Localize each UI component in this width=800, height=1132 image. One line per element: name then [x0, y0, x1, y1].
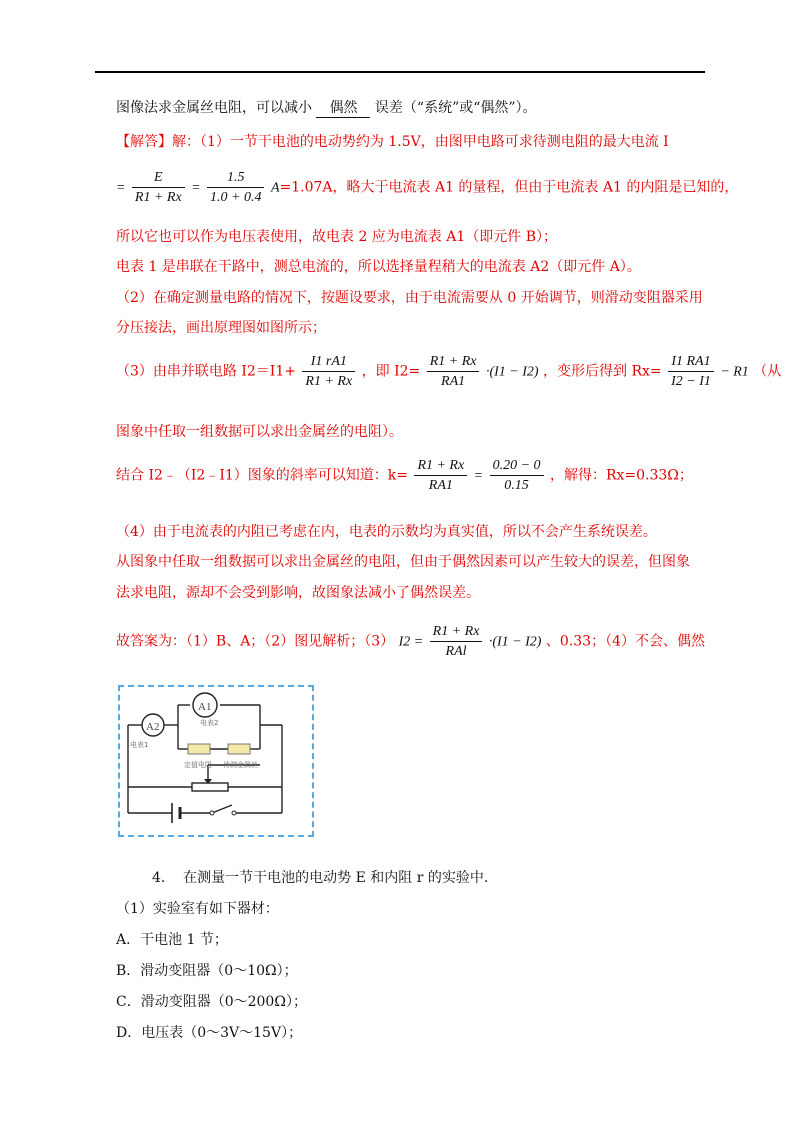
- text: （3）由串并联电路 I2＝I1+: [116, 363, 296, 380]
- fraction: [302, 352, 355, 391]
- answer-line-method: [116, 97, 537, 118]
- text: 、0.33；（4）不会、偶然: [545, 633, 706, 650]
- ammeter-a2-label: A2: [146, 721, 160, 733]
- text: 图像法求金属丝电阻，可以减小: [116, 100, 312, 116]
- math-eq: =: [473, 468, 484, 484]
- text: 解：（1）一节干电池的电动势约为 1.5V，由图甲电路可求待测电阻的最大电流 I: [172, 134, 669, 150]
- frac-num: 1.5: [207, 168, 264, 188]
- fraction: [414, 456, 467, 495]
- frac-num: 0.20 − 0: [490, 456, 544, 476]
- fixed-resistor: [188, 744, 210, 754]
- frac-den: R1 + Rx: [134, 190, 182, 205]
- frac-den: R1 + Rx: [305, 374, 353, 389]
- fraction: [427, 352, 480, 391]
- header-rule: [95, 71, 705, 73]
- equation-line-slope: [116, 456, 693, 495]
- option-c: C．滑动变阻器（0～200Ω）；: [116, 994, 307, 1010]
- frac-den: 1.0 + 0.4: [210, 190, 262, 205]
- solution-heading-line: [116, 131, 669, 151]
- ammeter-a1-label: A1: [198, 701, 212, 713]
- switch-node: [210, 811, 214, 815]
- circuit-svg: [120, 687, 312, 835]
- frac-num: E: [132, 168, 185, 188]
- meter1-label: 电表1: [130, 741, 149, 749]
- fraction-numeric: [207, 168, 264, 207]
- fraction: [490, 456, 544, 495]
- option-b: B．滑动变阻器（0～10Ω）；: [116, 963, 298, 979]
- question-text: 在测量一节干电池的电动势 E 和内阻 r 的实验中.: [183, 870, 489, 886]
- text: 故答案为：（1）B、A；（2）图见解析；（3）: [116, 633, 395, 650]
- question-subpart: （1）实验室有如下器材：: [116, 901, 279, 917]
- frac-num: R1 + Rx: [427, 352, 480, 372]
- frac-den: I2 − I1: [671, 374, 711, 389]
- solution-line: 法求电阻，源却不会受到影响，故图象法减小了偶然误差。: [116, 585, 480, 601]
- frac-den: RAl: [445, 644, 467, 659]
- question-4: [152, 867, 488, 887]
- text: 结合 I2﹣（I2﹣I1）图象的斜率可以知道：k=: [116, 467, 408, 484]
- option-a: A．干电池 1 节；: [116, 932, 228, 948]
- meter2-label: 电表2: [200, 719, 219, 727]
- frac-den: RA1: [428, 478, 453, 493]
- option-d: D．电压表（0～3V～15V）；: [116, 1025, 303, 1041]
- answer-blank: 偶然: [316, 97, 370, 118]
- text: 误差（“系统”或“偶然”）。: [374, 100, 537, 116]
- text: ，即 I2=: [361, 363, 421, 380]
- math-term: − R1: [720, 364, 749, 380]
- text: （从: [753, 363, 782, 380]
- switch-node: [232, 811, 236, 815]
- math-term: I2 =: [398, 634, 424, 650]
- math-unit: A: [270, 180, 280, 196]
- switch: [212, 805, 232, 813]
- test-wire-resistor: [228, 744, 250, 754]
- fraction: [668, 352, 714, 391]
- text: ，解得：Rx=0.33Ω；: [549, 467, 693, 484]
- frac-num: R1 + Rx: [430, 622, 483, 642]
- solution-line: 所以它也可以作为电压表使用，故电表 2 应为电流表 A1（即元件 B）；: [116, 229, 558, 245]
- frac-num: R1 + Rx: [414, 456, 467, 476]
- text: =1.07A，略大于电流表 A1 的量程，但由于电流表 A1 的内阻是已知的，: [279, 179, 739, 196]
- math-eq: =: [191, 180, 201, 196]
- solution-line: 分压接法，画出原理图如图所示；: [116, 320, 326, 336]
- solution-line: 从图象中任取一组数据可以求出金属丝的电阻，但由于偶然因素可以产生较大的误差，但图象: [116, 554, 690, 570]
- equation-line-series-parallel: [116, 352, 781, 391]
- circuit-diagram: [118, 685, 314, 837]
- text: ，变形后得到 Rx=: [543, 363, 662, 380]
- question-number: 4.: [152, 870, 166, 886]
- solution-line: （4）由于电流表的内阻已考虑在内，电表的示数均为真实值，所以不会产生系统误差。: [116, 524, 657, 540]
- math-term: ·(I1 − I2): [485, 364, 539, 380]
- rheostat: [192, 783, 228, 791]
- solution-line: 电表 1 是串联在干路中，测总电流的，所以选择量程稍大的电流表 A2（即元件 A）。: [116, 259, 641, 275]
- final-answer-line: [116, 622, 705, 661]
- math-term: ·(I1 − I2): [488, 634, 542, 650]
- solution-line: 图象中任取一组数据可以求出金属丝的电阻）。: [116, 424, 403, 440]
- frac-num: I1 rA1: [302, 352, 355, 372]
- test-wire-label: 待测金属丝: [223, 761, 258, 769]
- equation-line-current: [116, 168, 738, 207]
- frac-den: 0.15: [504, 478, 529, 493]
- solution-line: （2）在确定测量电路的情况下，按题设要求，由于电流需要从 0 开始调节，则滑动变阻器采用: [116, 290, 703, 306]
- fraction: [430, 622, 483, 661]
- fraction-e-over-r: [132, 168, 185, 207]
- math-eq: =: [116, 180, 126, 196]
- fixed-resistor-label: 定值电阻: [184, 761, 212, 769]
- frac-den: RA1: [441, 374, 466, 389]
- solution-tag: 【解答】: [116, 134, 172, 150]
- frac-num: I1 RA1: [668, 352, 714, 372]
